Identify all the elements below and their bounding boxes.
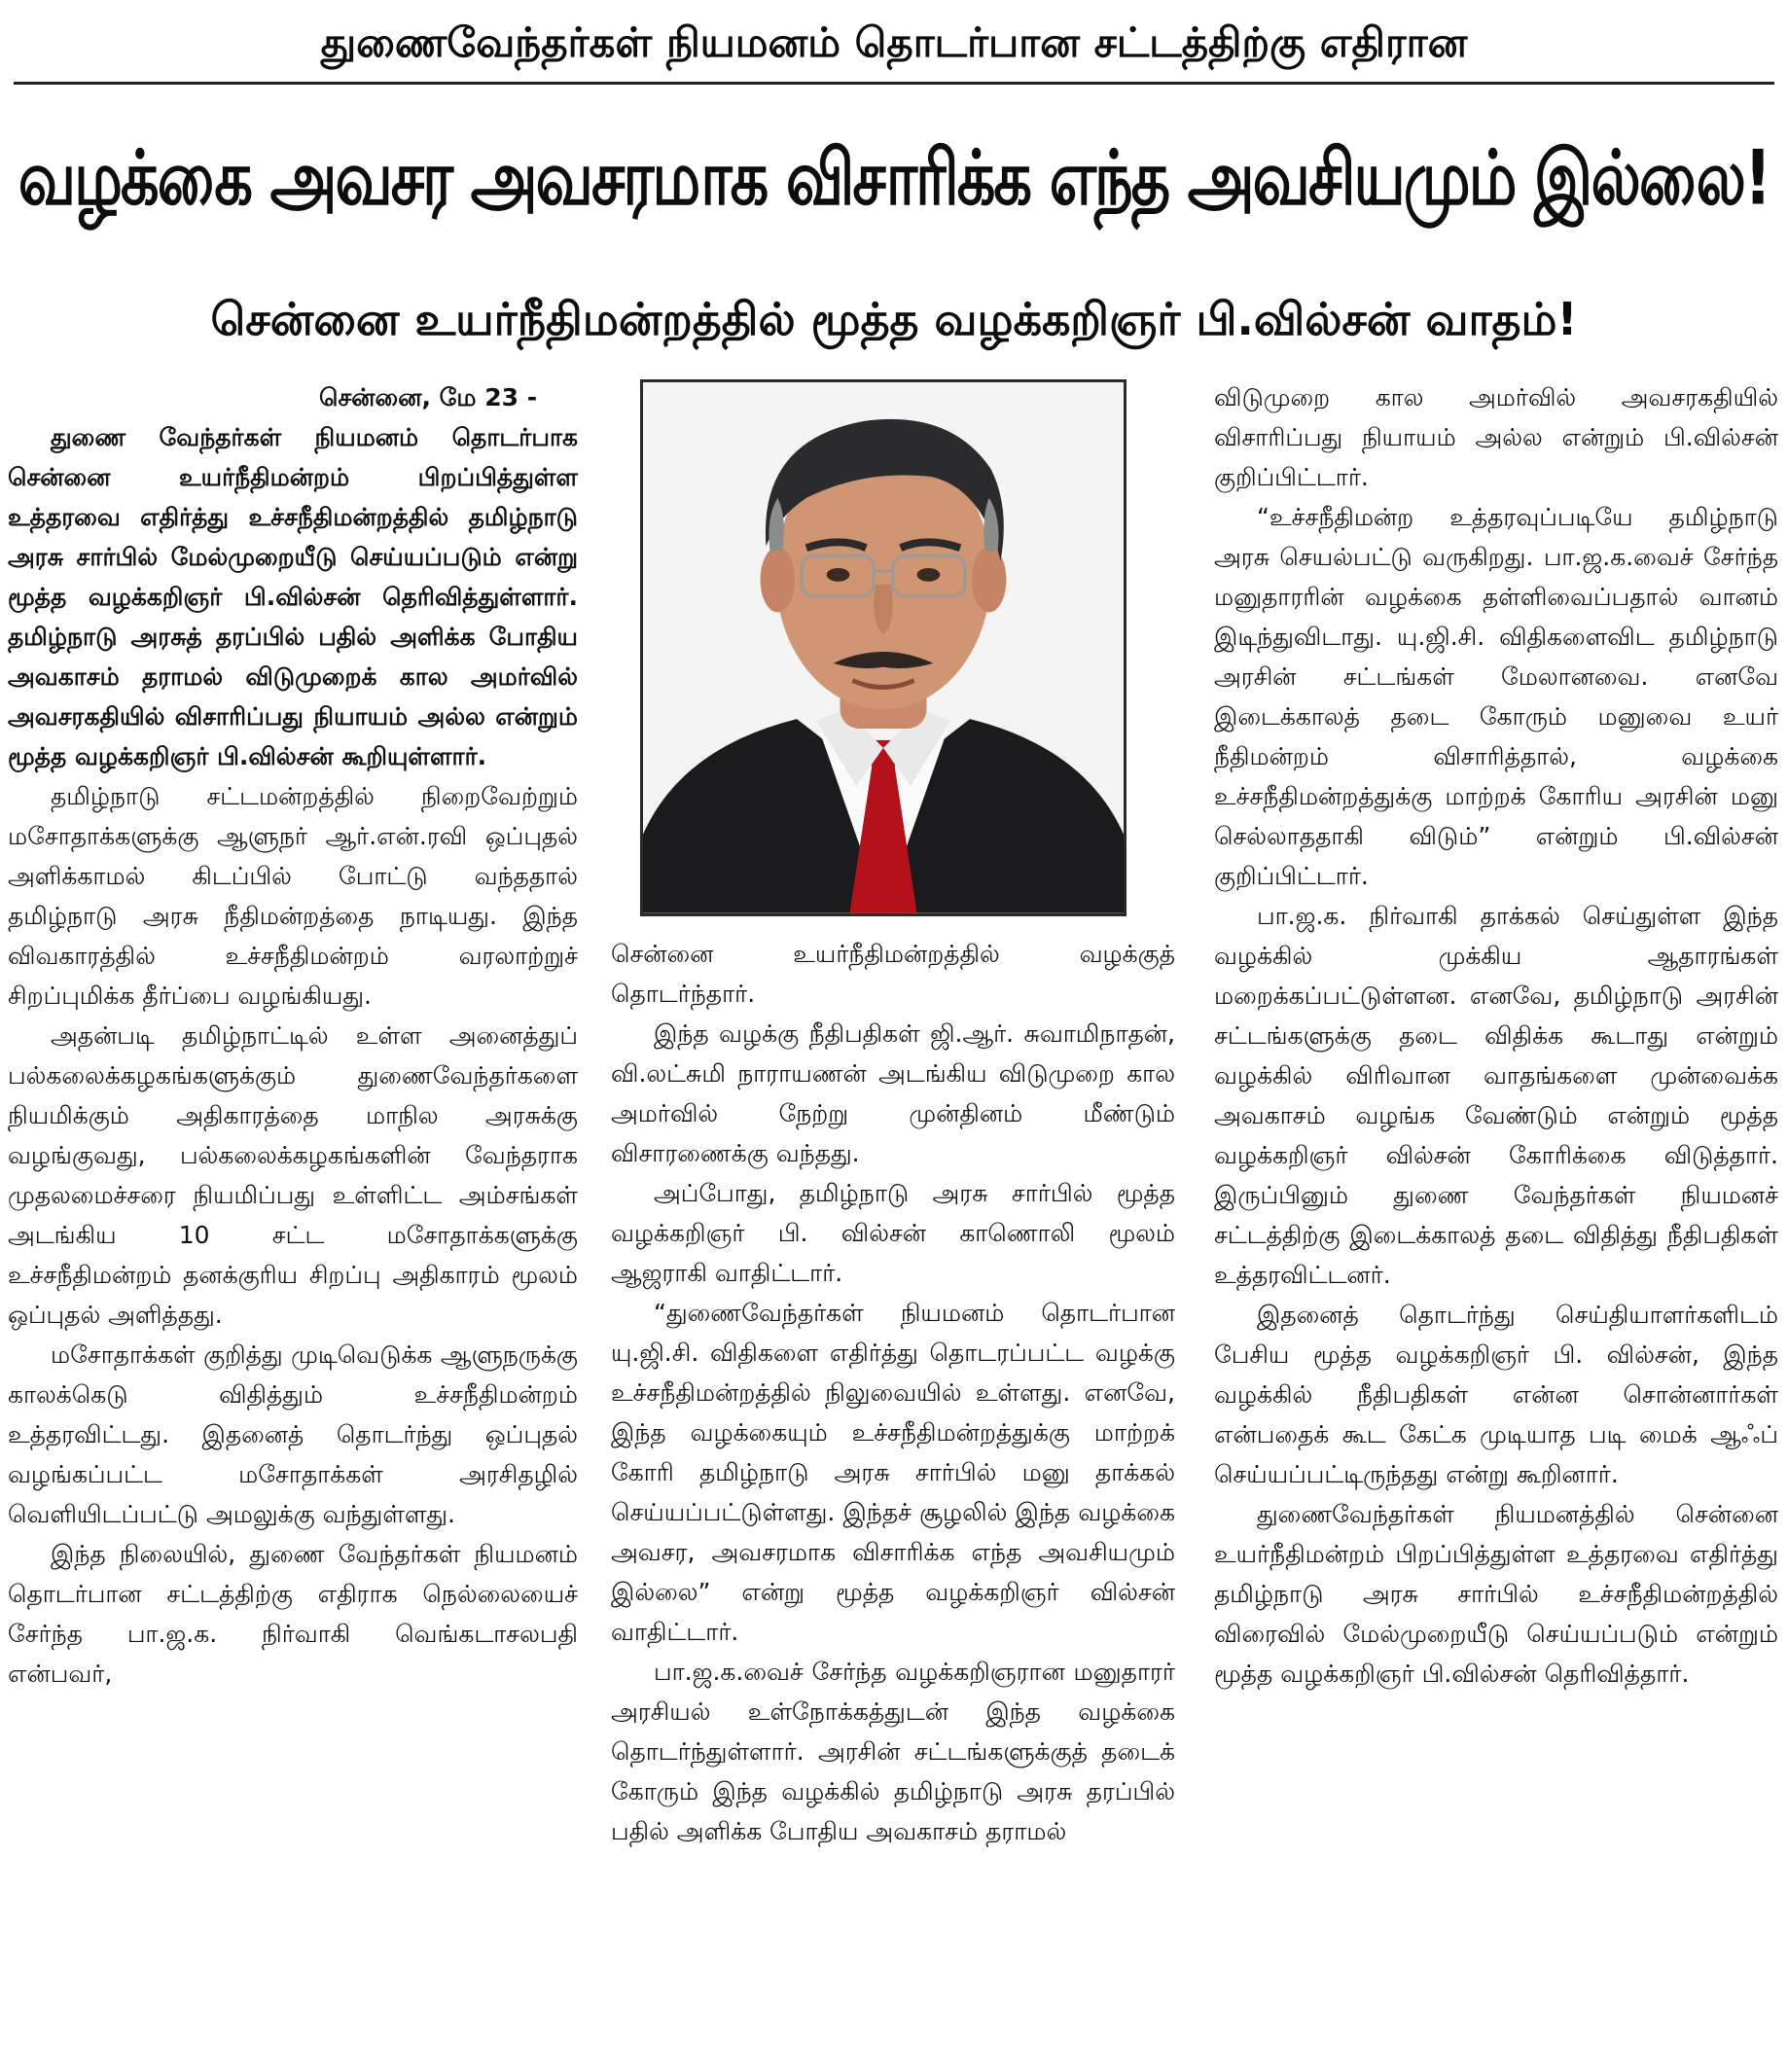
- article-column-3: [1214, 377, 1778, 1694]
- body-paragraph: “உச்சநீதிமன்ற உத்தரவுப்படியே தமிழ்நாடு அரசு செயல்பட்டு வருகிறது. பா.ஜ.க.வைச் சேர்ந்த மனுதாரரின் வழக்கை தள்ளிவைப்பதால் வானம் இடிந்துவிடாது. யு.ஜி.சி. விதிகளைவிட தமிழ்நாடு அரசின் சட்டங்கள் மேலானவை. எனவே இடைக்காலத் தடை கோரும் மனுவை உயர் நீதிமன்றம் விசாரித்தால், வழக்கை உச்சநீதிமன்றத்துக்கு மாற்றக் கோரிய அரசின் மனு செல்லாததாகி விடும்” என்றும் பி.வில்சன் குறிப்பிட்டார்.: [1214, 503, 1778, 890]
- body-paragraph: இதனைத் தொடர்ந்து செய்தியாளர்களிடம் பேசிய மூத்த வழக்கறிஞர் பி. வில்சன், இந்த வழக்கில் நீதிபதிகள் என்ன சொன்னார்கள் என்பதைக் கூட கேட்க முடியாத படி மைக் ஆஃப் செய்யப்பட்டிருந்தது என்று கூறினார்.: [1214, 1301, 1778, 1488]
- body-paragraph: மசோதாக்கள் குறித்து முடிவெடுக்க ஆளுநருக்கு காலக்கெடு விதித்தும் உச்சநீதிமன்றம் உத்தரவிட்டது. இதனைத் தொடர்ந்து ஒப்புதல் வழங்கப்பட்ட மசோதாக்கள் அரசிதழில் வெளியிடப்பட்டு அமலுக்கு வந்துள்ளது.: [8, 1340, 578, 1528]
- body-paragraph: தமிழ்நாடு சட்டமன்றத்தில் நிறைவேற்றும் மசோதாக்களுக்கு ஆளுநர் ஆர்.என்.ரவி ஒப்புதல் அளிக்காமல் கிடப்பில் போட்டு வந்ததால் தமிழ்நாடு அரசு நீதிமன்றத்தை நாடியது. இந்த விவகாரத்தில் உச்சநீதிமன்றம் வரலாற்றுச் சிறப்புமிக்க தீர்ப்பை வழங்கியது.: [8, 782, 578, 1010]
- dateline: சென்னை, மே 23 -: [319, 383, 538, 411]
- body-paragraph: சென்னை உயர்நீதிமன்றத்தில் வழக்குத் தொடர்ந்தார்.: [611, 940, 1175, 1008]
- body-paragraph: “துணைவேந்தர்கள் நியமனம் தொடர்பான யு.ஜி.சி. விதிகளை எதிர்த்து தொடரப்பட்ட வழக்கு உச்சநீதிமன்றத்தில் நிலுவையில் உள்ளது. எனவே, இந்த வழக்கையும் உச்சநீதிமன்றத்துக்கு மாற்றக் கோரி தமிழ்நாடு அரசு சார்பில் மனு தாக்கல் செய்யப்பட்டுள்ளது. இந்தச் சூழலில் இந்த வழக்கை அவசர, அவசரமாக விசாரிக்க எந்த அவசியமும் இல்லை” என்று மூத்த வழக்கறிஞர் வில்சன் வாதிட்டார்.: [611, 1299, 1175, 1646]
- body-paragraph: துணைவேந்தர்கள் நியமனத்தில் சென்னை உயர்நீதிமன்றம் பிறப்பித்துள்ள உத்தரவை எதிர்த்து தமிழ்நாடு அரசு சார்பில் உச்சநீதிமன்றத்தில் விரைவில் மேல்முறையீடு செய்யப்படும் என்றும் மூத்த வழக்கறிஞர் பி.வில்சன் தெரிவித்தார்.: [1214, 1500, 1778, 1688]
- portrait-photo: [640, 379, 1126, 916]
- body-paragraph: பா.ஜ.க. நிர்வாகி தாக்கல் செய்துள்ள இந்த வழக்கில் முக்கிய ஆதாரங்கள் மறைக்கப்பட்டுள்ளன. எனவே, தமிழ்நாடு அரசின் சட்டங்களுக்கு தடை விதிக்க கூடாது என்றும் வழக்கில் விரிவான வாதங்களை முன்வைக்க அவகாசம் வழங்க வேண்டும் என்றும் மூத்த வழக்கறிஞர் வில்சன் கோரிக்கை விடுத்தார். இருப்பினும் துணை வேந்தர்கள் நியமனச் சட்டத்திற்கு இடைக்காலத் தடை விதித்து நீதிபதிகள் உத்தரவிட்டனர்.: [1214, 902, 1778, 1289]
- main-headline: வழக்கை அவசர அவசரமாக விசாரிக்க எந்த அவசியமும் இல்லை!: [18, 132, 1770, 222]
- body-paragraph: அதன்படி தமிழ்நாட்டில் உள்ள அனைத்துப் பல்கலைக்கழகங்களுக்கும் துணைவேந்தர்களை நியமிக்கும் அதிகாரத்தை மாநில அரசுக்கு வழங்குவது, பல்கலைக்கழகங்களின் வேந்தராக முதலமைச்சரை நியமிப்பது உள்ளிட்ட அம்சங்கள் அடங்கிய 10 சட்ட மசோதாக்களுக்கு உச்சநீதிமன்றம் தனக்குரிய சிறப்பு அதிகாரம் மூலம் ஒப்புதல் அளித்தது.: [8, 1021, 578, 1329]
- body-paragraph: பா.ஜ.க.வைச் சேர்ந்த வழக்கறிஞரான மனுதாரர் அரசியல் உள்நோக்கத்துடன் இந்த வழக்கை தொடர்ந்துள்ளார். அரசின் சட்டங்களுக்குத் தடைக் கோரும் இந்த வழக்கில் தமிழ்நாடு அரசு தரப்பில் பதில் அளிக்க போதிய அவகாசம் தராமல்: [611, 1658, 1175, 1845]
- headline-kicker: துணைவேந்தர்கள் நியமனம் தொடர்பான சட்டத்திற்கு எதிரான: [320, 18, 1468, 66]
- body-paragraph: அப்போது, தமிழ்நாடு அரசு சார்பில் மூத்த வழக்கறிஞர் பி. வில்சன் காணொலி மூலம் ஆஜராகி வாதிட்டார்.: [611, 1179, 1175, 1287]
- article-column-1: [8, 377, 578, 1694]
- body-paragraph: இந்த வழக்கு நீதிபதிகள் ஜி.ஆர். சுவாமிநாதன், வி.லட்சுமி நாராயணன் அடங்கிய விடுமுறை கால அமர்வில் நேற்று முன்தினம் மீண்டும் விசாரணைக்கு வந்தது.: [611, 1019, 1175, 1167]
- body-paragraph: இந்த நிலையில், துணை வேந்தர்கள் நியமனம் தொடர்பான சட்டத்திற்கு எதிராக நெல்லையைச் சேர்ந்த பா.ஜ.க. நிர்வாகி வெங்கடாசலபதி என்பவர்,: [8, 1540, 578, 1688]
- portrait-illustration: [643, 382, 1124, 913]
- sub-headline: சென்னை உயர்நீதிமன்றத்தில் மூத்த வழக்கறிஞர் பி.வில்சன் வாதம்!: [210, 293, 1578, 345]
- article-column-2: [611, 934, 1175, 1851]
- lede-paragraph: துணை வேந்தர்கள் நியமனம் தொடர்பாக சென்னை உயர்நீதிமன்றம் பிறப்பித்துள்ள உத்தரவை எதிர்த்து உச்சநீதிமன்றத்தில் தமிழ்நாடு அரசு சார்பில் மேல்முறையீடு செய்யப்படும் என்று மூத்த வழக்கறிஞர் பி.வில்சன் தெரிவித்துள்ளார். தமிழ்நாடு அரசுத் தரப்பில் பதில் அளிக்க போதிய அவகாசம் தராமல் விடுமுறைக் கால அமர்வில் அவசரகதியில் விசாரிப்பது நியாயம் அல்ல என்றும் மூத்த வழக்கறிஞர் பி.வில்சன் கூறியுள்ளார்.: [8, 423, 578, 770]
- body-paragraph: விடுமுறை கால அமர்வில் அவசரகதியில் விசாரிப்பது நியாயம் அல்ல என்றும் பி.வில்சன் குறிப்பிட்டார்.: [1214, 383, 1778, 491]
